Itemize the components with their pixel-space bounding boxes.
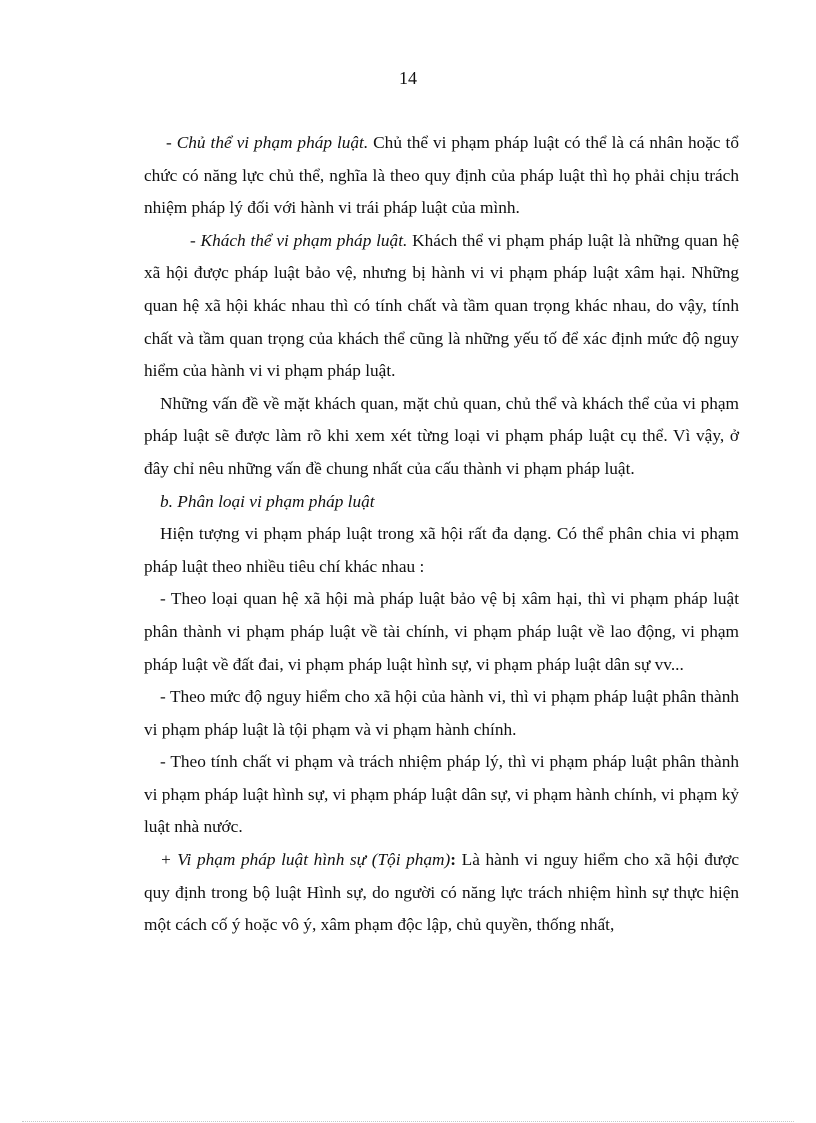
section-heading: b. Phân loại vi phạm pháp luật bbox=[160, 491, 375, 511]
paragraph-object bbox=[144, 225, 739, 388]
paragraph-criterion-nature: - Theo tính chất vi phạm và trách nhiệm pháp lý, thì vi phạm pháp luật phân thành vi phạm pháp luật hình sự, vi phạm pháp luật dân sự, vi phạm hành chính, vi phạm kỷ luật nhà nước. bbox=[144, 752, 739, 837]
page-number: 14 bbox=[399, 68, 417, 88]
document-body bbox=[144, 127, 739, 942]
paragraph-subject-lead: - bbox=[166, 133, 177, 152]
page-bottom-divider bbox=[22, 1121, 794, 1122]
term-criminal: + Vi phạm pháp luật hình sự (Tội phạm) bbox=[160, 850, 451, 870]
paragraph-criterion-danger: - Theo mức độ nguy hiểm cho xã hội của hành vi, thì vi phạm pháp luật phân thành vi phạm pháp luật là tội phạm và vi phạm hành chính. bbox=[144, 687, 739, 739]
paragraph-criminal-text: Là hành vi nguy hiểm cho xã hội được quy định trong bộ luật Hình sự, do người có năng lực trách nhiệm hình sự thực hiện một cách cố ý hoặc vô ý, xâm phạm độc lập, chủ quyền, thống nhất, bbox=[144, 850, 740, 935]
paragraph-summary: Những vấn đề về mặt khách quan, mặt chủ quan, chủ thể và khách thể của vi phạm pháp luật sẽ được làm rõ khi xem xét từng loại vi phạm pháp luật cụ thể. Vì vậy, ở đây chỉ nêu những vấn đề chung nhất của cấu thành vi phạm pháp luật. bbox=[144, 393, 739, 478]
paragraph-object-text: Khách thể vi phạm pháp luật là những quan hệ xã hội được pháp luật bảo vệ, nhưng bị hành vi vi phạm pháp luật xâm hại. Những quan hệ xã hội khác nhau thì có tính chất và tầm quan trọng khác nhau, do vậy, tính chất và tầm quan trọng của khách thể cũng là những yếu tố để xác định mức độ nguy hiểm của hành vi vi phạm pháp luật. bbox=[144, 230, 739, 381]
paragraph-classification-intro: Hiện tượng vi phạm pháp luật trong xã hội rất đa dạng. Có thể phân chia vi phạm pháp luật theo nhiều tiêu chí khác nhau : bbox=[144, 524, 739, 576]
paragraph-criminal bbox=[144, 844, 739, 942]
term-object: Khách thể vi phạm pháp luật. bbox=[200, 230, 408, 250]
paragraph-object-lead: - bbox=[190, 230, 201, 250]
paragraph-subject-text: Chủ thể vi phạm pháp luật có thể là cá nhân hoặc tổ chức có năng lực chủ thể, nghĩa là theo quy định của pháp luật thì họ phải chịu trách nhiệm pháp lý đối với hành vi trái pháp luật của mình. bbox=[144, 133, 739, 218]
paragraph-criterion-relation: - Theo loại quan hệ xã hội mà pháp luật bảo vệ bị xâm hại, thì vi phạm pháp luật phân thành vi phạm pháp luật về tài chính, vi phạm pháp luật về lao động, vi phạm pháp luật về đất đai, vi phạm pháp luật hình sự, vi phạm pháp luật dân sự vv... bbox=[144, 589, 739, 674]
term-subject: Chủ thể vi phạm pháp luật. bbox=[176, 133, 369, 152]
term-criminal-colon: : bbox=[450, 850, 457, 870]
paragraph-subject bbox=[144, 127, 739, 225]
